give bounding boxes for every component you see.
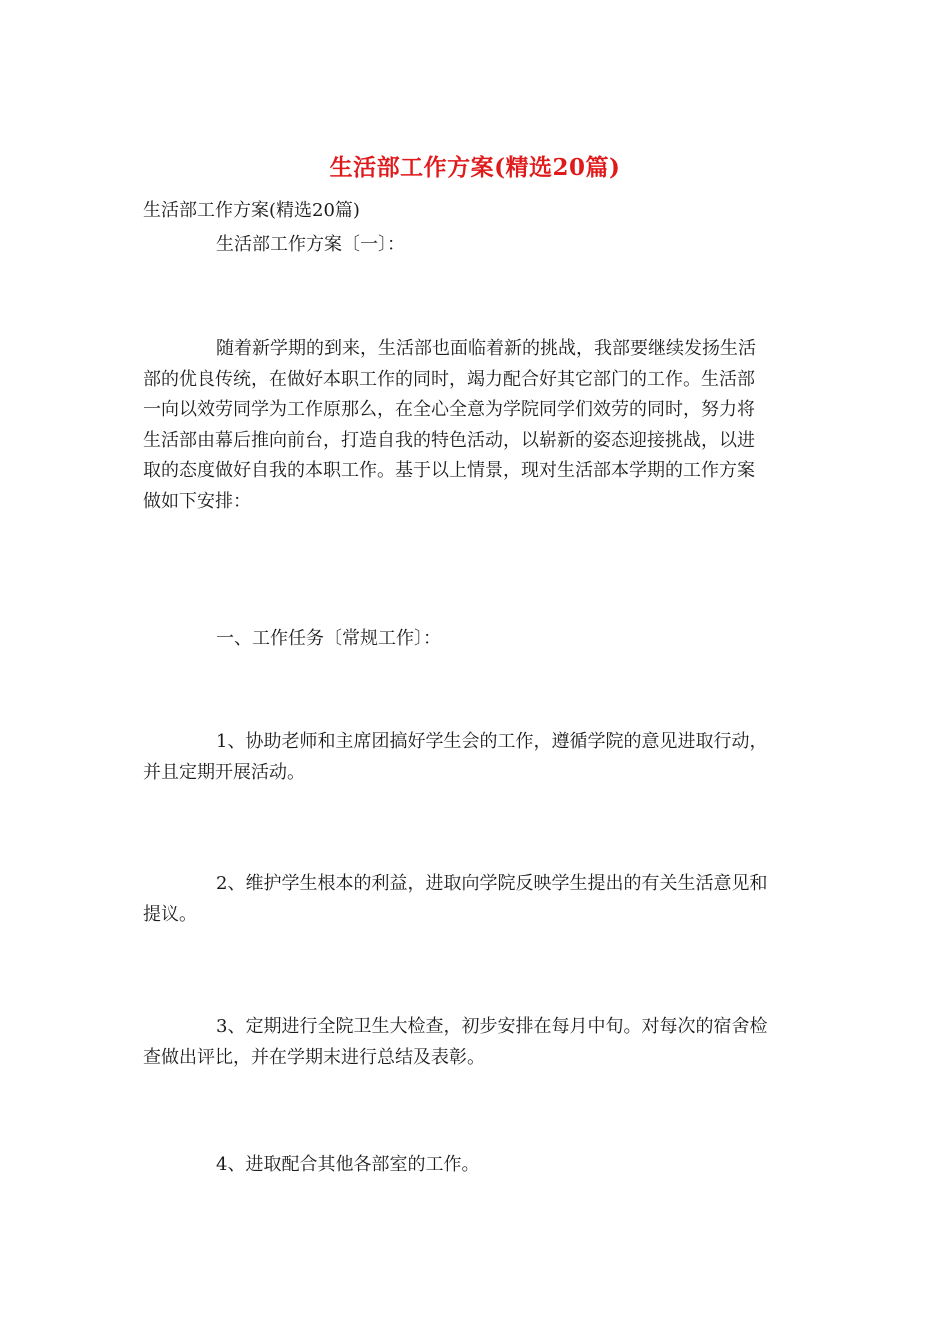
task-heading: 一、工作任务〔常规工作〕： bbox=[216, 628, 441, 649]
task-item-2 bbox=[143, 869, 803, 930]
section-heading: 生活部工作方案〔一〕： bbox=[216, 234, 405, 255]
paragraph-line: 查做出评比，并在学期末进行总结及表彰。 bbox=[143, 1046, 485, 1068]
paragraph-line: 取的态度做好自我的本职工作。基于以上情景，现对生活部本学期的工作方案 bbox=[143, 460, 755, 481]
task-item-1 bbox=[143, 727, 803, 788]
paragraph-line: 3、定期进行全院卫生大检查，初步安排在每月中旬。对每次的宿舍检 bbox=[216, 1016, 768, 1037]
paragraph-line: 并且定期开展活动。 bbox=[143, 761, 305, 783]
paragraph-line: 做如下安排： bbox=[143, 490, 251, 512]
paragraph-line: 提议。 bbox=[143, 903, 197, 925]
task-item-4: 4、进取配合其他各部室的工作。 bbox=[216, 1154, 480, 1175]
intro-paragraph bbox=[143, 334, 803, 517]
paragraph-line: 1、协助老师和主席团搞好学生会的工作，遵循学院的意见进取行动， bbox=[216, 731, 768, 752]
document-subtitle: 生活部工作方案(精选20篇) bbox=[143, 200, 360, 221]
paragraph-line: 一向以效劳同学为工作原那么，在全心全意为学院同学们效劳的同时，努力将 bbox=[143, 399, 755, 420]
paragraph-line: 2、维护学生根本的利益，进取向学院反映学生提出的有关生活意见和 bbox=[216, 873, 768, 894]
paragraph-line: 部的优良传统，在做好本职工作的同时，竭力配合好其它部门的工作。生活部 bbox=[143, 368, 755, 390]
document-title: 生活部工作方案(精选20篇) bbox=[329, 154, 621, 181]
paragraph-line: 生活部由幕后推向前台，打造自我的特色活动，以崭新的姿态迎接挑战，以进 bbox=[143, 429, 755, 451]
task-item-3 bbox=[143, 1012, 803, 1073]
paragraph-line: 随着新学期的到来，生活部也面临着新的挑战，我部要继续发扬生活 bbox=[216, 338, 756, 359]
